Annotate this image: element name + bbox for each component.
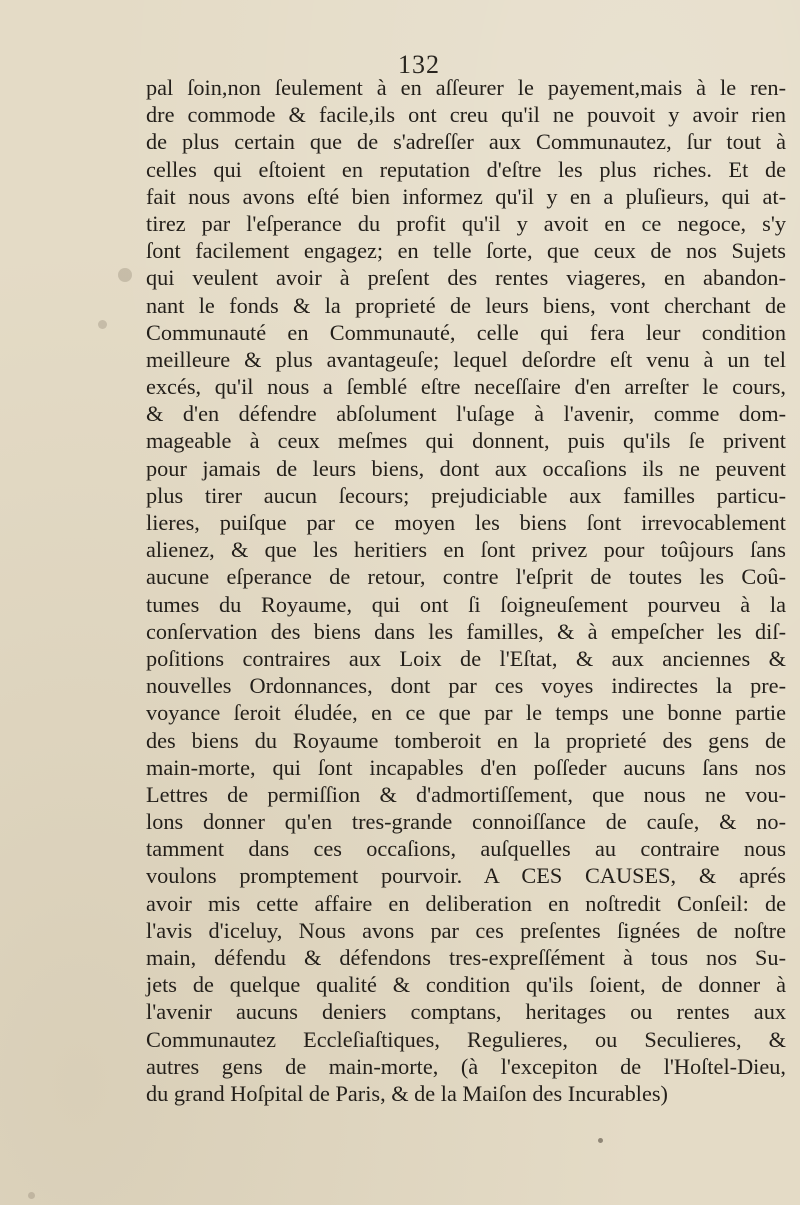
text-line: & d'en défendre abſolument l'uſage à l'avenir, comme dom- <box>146 401 786 427</box>
text-line: plus tirer aucun ſecours; prejudiciable aux familles particu- <box>146 482 786 508</box>
text-line: excés, qu'il nous a ſemblé eſtre neceſſaire d'en arreſter le cours, <box>146 374 786 400</box>
text-line: jets de quelque qualité & condition qu'ils ſoient, de donner à <box>146 972 786 998</box>
text-line: tumes du Royaume, qui ont ſi ſoigneuſement pourveu à la <box>146 591 786 617</box>
text-line: ſont facilement engagez; en telle ſorte, que ceux de nos Sujets <box>146 238 786 264</box>
text-line: lons donner qu'en tres-grande connoiſſance de cauſe, & no- <box>146 809 786 835</box>
ink-spot <box>98 320 107 329</box>
text-line: alienez, & que les heritiers en ſont privez pour toûjours ſans <box>146 537 786 563</box>
ink-spot <box>28 1192 35 1199</box>
text-line: fait nous avons eſté bien informez qu'il y en a pluſieurs, qui at- <box>146 183 786 209</box>
text-line: pour jamais de leurs biens, dont aux occaſions ils ne peuvent <box>146 455 786 481</box>
text-line: voyance ſeroit éludée, en ce que par le temps une bonne partie <box>146 700 786 726</box>
text-line: qui veulent avoir à preſent des rentes viageres, en abandon- <box>146 265 786 291</box>
text-line: nouvelles Ordonnances, dont par ces voyes indirectes la pre- <box>146 673 786 699</box>
text-line: autres gens de main-morte, (à l'excepiton de l'Hoſtel-Dieu, <box>146 1053 786 1079</box>
text-line: poſitions contraires aux Loix de l'Eſtat, & aux anciennes & <box>146 645 786 671</box>
text-line: main, défendu & défendons tres-expreſſément à tous nos Su- <box>146 945 786 970</box>
text-line: l'avenir aucuns deniers comptans, heritages ou rentes aux <box>146 999 786 1025</box>
text-line: meilleure & plus avantageuſe; lequel deſordre eſt venu à un tel <box>146 346 786 372</box>
text-line: avoir mis cette affaire en deliberation en noſtredit Conſeil: de <box>146 890 786 916</box>
text-line: Communauté en Communauté, celle qui fera leur condition <box>146 319 786 345</box>
text-line: dre commode & facile,ils ont creu qu'il ne pouvoit y avoir rien <box>146 102 786 128</box>
text-line: celles qui eſtoient en reputation d'eſtre les plus riches. Et de <box>146 156 786 182</box>
text-line: voulons promptement pourvoir. A CES CAUSES, & aprés <box>146 863 786 889</box>
ink-spot <box>118 268 132 282</box>
text-line: Lettres de permiſſion & d'admortiſſement, que nous ne vou- <box>146 781 786 807</box>
text-line: aucune eſperance de retour, contre l'eſprit de toutes les Coû- <box>146 564 786 590</box>
text-line: l'avis d'iceluy, Nous avons par ces preſentes ſignées de noſtre <box>146 917 786 943</box>
text-line: conſervation des biens dans les familles, & à empeſcher les diſ- <box>146 618 786 644</box>
text-line: nant le fonds & la proprieté de leurs biens, vont cherchant de <box>146 292 786 318</box>
ink-spot <box>598 1138 603 1143</box>
text-line: des biens du Royaume tomberoit en la proprieté des gens de <box>146 727 786 753</box>
text-line: Communautez Eccleſiaſtiques, Regulieres, ou Seculieres, & <box>146 1026 786 1052</box>
text-line: de plus certain que de s'adreſſer aux Communautez, ſur tout à <box>146 129 786 155</box>
text-line: main-morte, qui ſont incapables d'en poſſeder aucuns ſans nos <box>146 754 786 780</box>
text-line: du grand Hoſpital de Paris, & de la Maiſon des Incurables) <box>146 1080 668 1106</box>
text-line: lieres, puiſque par ce moyen les biens ſont irrevocablement <box>146 510 786 535</box>
text-line: pal ſoin,non ſeulement à en aſſeurer le payement,mais à le ren- <box>146 75 786 100</box>
page-number: 132 <box>398 50 440 79</box>
body-text <box>146 74 786 1107</box>
text-line: tirez par l'eſperance du profit qu'il y avoit en ce negoce, s'y <box>146 210 786 236</box>
text-line: tamment dans ces occaſions, auſquelles au contraire nous <box>146 836 786 862</box>
text-line: mageable à ceux meſmes qui donnent, puis qu'ils ſe privent <box>146 428 786 454</box>
